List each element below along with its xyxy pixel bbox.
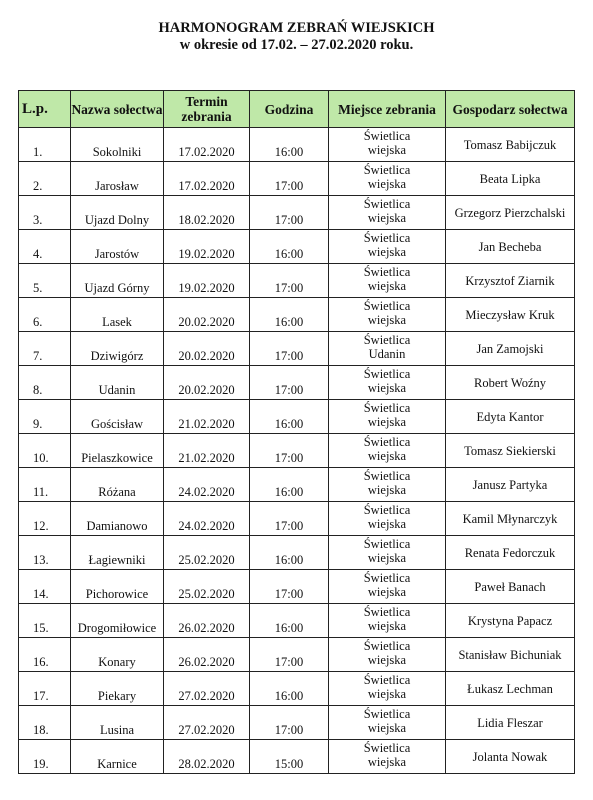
meeting-place-line: wiejska [367, 381, 407, 395]
schedule-table [18, 90, 575, 774]
village-host: Janusz Partyka [446, 468, 575, 502]
village-name: Udanin [71, 366, 164, 400]
meeting-place-line: wiejska [367, 653, 407, 667]
row-number: 16. [19, 638, 71, 672]
meeting-time: 16:00 [250, 128, 329, 162]
meeting-place [329, 536, 446, 570]
meeting-time: 16:00 [250, 230, 329, 264]
meeting-place-line: Świetlica [363, 469, 411, 483]
meeting-time: 16:00 [250, 298, 329, 332]
meeting-date: 21.02.2020 [164, 434, 250, 468]
meeting-place-line: wiejska [367, 177, 407, 191]
meeting-date: 19.02.2020 [164, 264, 250, 298]
row-number: 17. [19, 672, 71, 706]
meeting-place [329, 604, 446, 638]
meeting-place-line: Świetlica [363, 435, 411, 449]
table-row [19, 332, 575, 366]
meeting-place-line: Świetlica [363, 197, 411, 211]
row-number: 19. [19, 740, 71, 774]
meeting-place-line: Świetlica [363, 231, 411, 245]
meeting-place [329, 162, 446, 196]
table-row [19, 672, 575, 706]
village-host: Stanisław Bichuniak [446, 638, 575, 672]
meeting-date: 25.02.2020 [164, 536, 250, 570]
row-number: 2. [19, 162, 71, 196]
village-name: Piekary [71, 672, 164, 706]
meeting-time: 17:00 [250, 264, 329, 298]
meeting-time: 17:00 [250, 502, 329, 536]
meeting-date: 27.02.2020 [164, 706, 250, 740]
row-number: 11. [19, 468, 71, 502]
meeting-date: 17.02.2020 [164, 162, 250, 196]
meeting-place-line: Świetlica [363, 129, 411, 143]
meeting-place-line: Świetlica [363, 639, 411, 653]
meeting-place-line: wiejska [367, 721, 407, 735]
meeting-place-line: Świetlica [363, 571, 411, 585]
meeting-place-line: Świetlica [363, 673, 411, 687]
meeting-place-line: Świetlica [363, 333, 411, 347]
meeting-place-line: wiejska [367, 517, 407, 531]
meeting-place-line: Świetlica [363, 503, 411, 517]
meeting-date: 20.02.2020 [164, 366, 250, 400]
meeting-place-line: wiejska [367, 585, 407, 599]
village-name: Dziwigórz [71, 332, 164, 366]
meeting-date: 24.02.2020 [164, 468, 250, 502]
row-number: 1. [19, 128, 71, 162]
row-number: 14. [19, 570, 71, 604]
village-host: Renata Fedorczuk [446, 536, 575, 570]
table-body [19, 128, 575, 774]
table-row [19, 604, 575, 638]
row-number: 8. [19, 366, 71, 400]
village-host: Paweł Banach [446, 570, 575, 604]
village-name: Drogomiłowice [71, 604, 164, 638]
meeting-place [329, 230, 446, 264]
meeting-time: 16:00 [250, 672, 329, 706]
meeting-place-line: wiejska [367, 279, 407, 293]
meeting-time: 16:00 [250, 468, 329, 502]
meeting-place [329, 570, 446, 604]
row-number: 13. [19, 536, 71, 570]
header-time: Godzina [250, 91, 329, 128]
header-meeting-place: Miejsce zebrania [329, 91, 446, 128]
village-name: Różana [71, 468, 164, 502]
row-number: 9. [19, 400, 71, 434]
village-name: Damianowo [71, 502, 164, 536]
village-name: Jarostów [71, 230, 164, 264]
village-host: Robert Woźny [446, 366, 575, 400]
meeting-place-line: wiejska [367, 551, 407, 565]
meeting-place-line: Świetlica [363, 163, 411, 177]
row-number: 7. [19, 332, 71, 366]
row-number: 12. [19, 502, 71, 536]
village-name: Pichorowice [71, 570, 164, 604]
table-row [19, 128, 575, 162]
meeting-time: 17:00 [250, 434, 329, 468]
village-name: Lusina [71, 706, 164, 740]
village-host: Lidia Fleszar [446, 706, 575, 740]
meeting-place-line: wiejska [367, 619, 407, 633]
table-row [19, 366, 575, 400]
meeting-date: 24.02.2020 [164, 502, 250, 536]
meeting-time: 17:00 [250, 162, 329, 196]
meeting-place [329, 434, 446, 468]
meeting-place [329, 196, 446, 230]
village-host: Grzegorz Pierzchalski [446, 196, 575, 230]
header-village-host: Gospodarz sołectwa [446, 91, 575, 128]
village-name: Sokolniki [71, 128, 164, 162]
meeting-time: 17:00 [250, 570, 329, 604]
header-meeting-date: Termin zebrania [164, 91, 250, 128]
table-row [19, 196, 575, 230]
meeting-place [329, 366, 446, 400]
village-name: Konary [71, 638, 164, 672]
meeting-place-line: Świetlica [363, 367, 411, 381]
village-host: Krzysztof Ziarnik [446, 264, 575, 298]
header-village-name: Nazwa sołectwa [71, 91, 164, 128]
meeting-date: 26.02.2020 [164, 638, 250, 672]
header-lp: L.p. [19, 91, 71, 128]
village-host: Jolanta Nowak [446, 740, 575, 774]
table-row [19, 570, 575, 604]
table-row [19, 638, 575, 672]
meeting-date: 27.02.2020 [164, 672, 250, 706]
meeting-place-line: Świetlica [363, 605, 411, 619]
village-host: Jan Zamojski [446, 332, 575, 366]
row-number: 4. [19, 230, 71, 264]
table-row [19, 740, 575, 774]
meeting-place-line: Świetlica [363, 707, 411, 721]
document-title [0, 20, 593, 54]
meeting-date: 28.02.2020 [164, 740, 250, 774]
meeting-place-line: Świetlica [363, 299, 411, 313]
meeting-place-line: wiejska [367, 245, 407, 259]
table-row [19, 162, 575, 196]
title-line-2: w okresie od 17.02. – 27.02.2020 roku. [179, 37, 414, 53]
village-name: Karnice [71, 740, 164, 774]
village-name: Gościsław [71, 400, 164, 434]
meeting-place [329, 298, 446, 332]
village-name: Lasek [71, 298, 164, 332]
meeting-date: 26.02.2020 [164, 604, 250, 638]
row-number: 15. [19, 604, 71, 638]
village-host: Edyta Kantor [446, 400, 575, 434]
meeting-place-line: wiejska [367, 211, 407, 225]
meeting-place-line: wiejska [367, 449, 407, 463]
meeting-place-line: wiejska [367, 755, 407, 769]
village-host: Beata Lipka [446, 162, 575, 196]
meeting-place [329, 468, 446, 502]
table-row [19, 264, 575, 298]
table-row [19, 230, 575, 264]
meeting-date: 17.02.2020 [164, 128, 250, 162]
meeting-date: 19.02.2020 [164, 230, 250, 264]
table-row [19, 298, 575, 332]
meeting-place-line: wiejska [367, 143, 407, 157]
table-row [19, 468, 575, 502]
table-row [19, 706, 575, 740]
table-row [19, 400, 575, 434]
row-number: 18. [19, 706, 71, 740]
meeting-place-line: Świetlica [363, 401, 411, 415]
meeting-date: 25.02.2020 [164, 570, 250, 604]
meeting-place-line: wiejska [367, 687, 407, 701]
village-host: Krystyna Papacz [446, 604, 575, 638]
meeting-place-line: Świetlica [363, 537, 411, 551]
meeting-place [329, 740, 446, 774]
meeting-time: 17:00 [250, 366, 329, 400]
village-name: Jarosław [71, 162, 164, 196]
meeting-place [329, 502, 446, 536]
meeting-time: 16:00 [250, 400, 329, 434]
table-row [19, 536, 575, 570]
meeting-place [329, 672, 446, 706]
meeting-place-line: wiejska [367, 483, 407, 497]
meeting-place [329, 264, 446, 298]
meeting-place-line: wiejska [367, 313, 407, 327]
meeting-place-line: Świetlica [363, 741, 411, 755]
village-host: Tomasz Babijczuk [446, 128, 575, 162]
village-host: Tomasz Siekierski [446, 434, 575, 468]
table-header-row [19, 91, 575, 128]
title-line-1: HARMONOGRAM ZEBRAŃ WIEJSKICH [158, 20, 435, 36]
meeting-place-line: Udanin [368, 347, 406, 361]
table-row [19, 502, 575, 536]
meeting-place [329, 332, 446, 366]
village-host: Kamil Młynarczyk [446, 502, 575, 536]
meeting-place-line: Świetlica [363, 265, 411, 279]
village-name: Ujazd Dolny [71, 196, 164, 230]
meeting-place-line: wiejska [367, 415, 407, 429]
village-name: Łagiewniki [71, 536, 164, 570]
row-number: 5. [19, 264, 71, 298]
meeting-time: 16:00 [250, 536, 329, 570]
row-number: 3. [19, 196, 71, 230]
village-host: Jan Becheba [446, 230, 575, 264]
meeting-date: 20.02.2020 [164, 298, 250, 332]
meeting-place [329, 400, 446, 434]
meeting-place [329, 706, 446, 740]
meeting-time: 17:00 [250, 706, 329, 740]
meeting-date: 18.02.2020 [164, 196, 250, 230]
meeting-place [329, 638, 446, 672]
meeting-date: 20.02.2020 [164, 332, 250, 366]
table-row [19, 434, 575, 468]
meeting-time: 15:00 [250, 740, 329, 774]
meeting-time: 16:00 [250, 604, 329, 638]
meeting-time: 17:00 [250, 196, 329, 230]
meeting-time: 17:00 [250, 332, 329, 366]
village-name: Pielaszkowice [71, 434, 164, 468]
meeting-time: 17:00 [250, 638, 329, 672]
village-host: Mieczysław Kruk [446, 298, 575, 332]
village-host: Łukasz Lechman [446, 672, 575, 706]
meeting-date: 21.02.2020 [164, 400, 250, 434]
row-number: 6. [19, 298, 71, 332]
row-number: 10. [19, 434, 71, 468]
meeting-place [329, 128, 446, 162]
village-name: Ujazd Górny [71, 264, 164, 298]
